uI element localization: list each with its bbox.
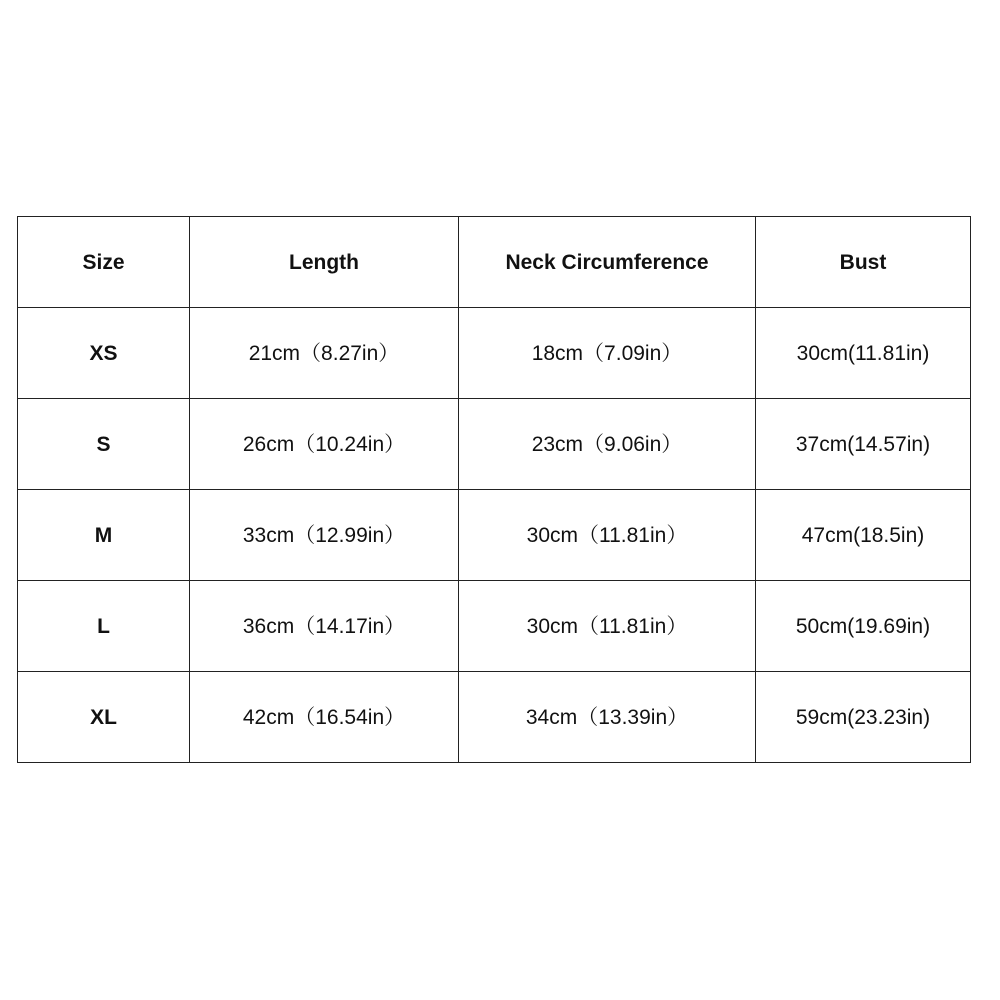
neck-cell: 30cm（11.81in） bbox=[459, 490, 756, 581]
size-cell: XL bbox=[18, 672, 190, 763]
length-cell: 33cm（12.99in） bbox=[190, 490, 459, 581]
table-body bbox=[18, 308, 971, 763]
bust-cell: 59cm(23.23in) bbox=[756, 672, 971, 763]
table-row bbox=[18, 399, 971, 490]
size-chart-table bbox=[17, 216, 971, 763]
table-row bbox=[18, 581, 971, 672]
table-header bbox=[18, 217, 971, 308]
table-row bbox=[18, 490, 971, 581]
length-cell: 21cm（8.27in） bbox=[190, 308, 459, 399]
size-cell: S bbox=[18, 399, 190, 490]
length-cell: 36cm（14.17in） bbox=[190, 581, 459, 672]
header-row bbox=[18, 217, 971, 308]
size-cell: XS bbox=[18, 308, 190, 399]
header-neck-circumference: Neck Circumference bbox=[459, 217, 756, 308]
table-row bbox=[18, 672, 971, 763]
bust-cell: 47cm(18.5in) bbox=[756, 490, 971, 581]
bust-cell: 37cm(14.57in) bbox=[756, 399, 971, 490]
bust-cell: 50cm(19.69in) bbox=[756, 581, 971, 672]
header-size: Size bbox=[18, 217, 190, 308]
header-length: Length bbox=[190, 217, 459, 308]
size-cell: L bbox=[18, 581, 190, 672]
length-cell: 26cm（10.24in） bbox=[190, 399, 459, 490]
length-cell: 42cm（16.54in） bbox=[190, 672, 459, 763]
neck-cell: 18cm（7.09in） bbox=[459, 308, 756, 399]
neck-cell: 34cm（13.39in） bbox=[459, 672, 756, 763]
header-bust: Bust bbox=[756, 217, 971, 308]
bust-cell: 30cm(11.81in) bbox=[756, 308, 971, 399]
neck-cell: 23cm（9.06in） bbox=[459, 399, 756, 490]
size-cell: M bbox=[18, 490, 190, 581]
table-row bbox=[18, 308, 971, 399]
neck-cell: 30cm（11.81in） bbox=[459, 581, 756, 672]
